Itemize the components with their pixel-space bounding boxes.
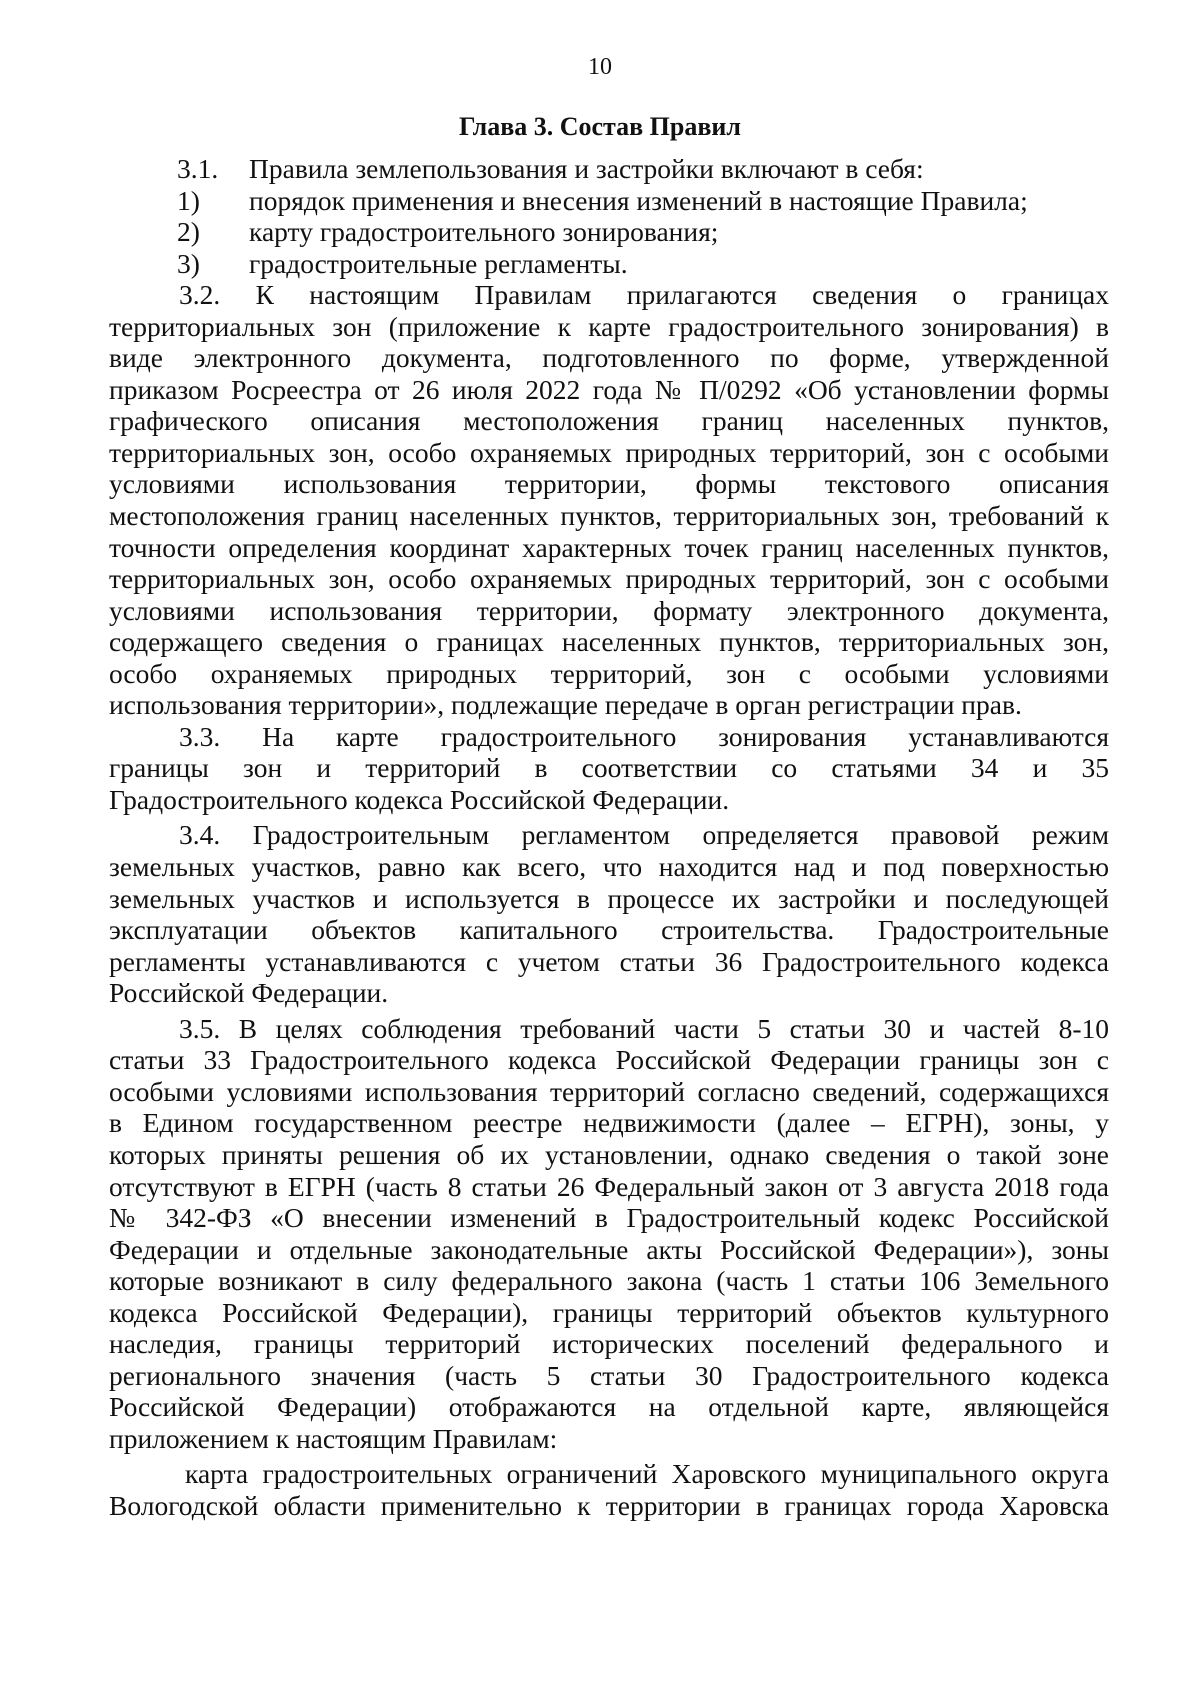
text-line: особо охраняемых природных территорий, зон с особыми условиями xyxy=(109,657,1109,689)
text-line: территориальных зон, особо охраняемых природных территорий, зон с особыми xyxy=(109,563,1109,595)
text-line: местоположения границ населенных пунктов, территориальных зон, требований к xyxy=(109,500,1109,532)
list-item xyxy=(109,216,1109,248)
text-line: приказом Росреестра от 26 июля 2022 года № П/0292 «Об установлении формы xyxy=(109,373,1109,405)
clause-3-1 xyxy=(109,153,1109,185)
text-line: виде электронного документа, подготовленного по форме, утвержденной xyxy=(109,342,1109,374)
clause-text: Правила землепользования и застройки включают в себя: xyxy=(249,153,924,184)
text-line: регламенты устанавливаются с учетом статьи 36 Градостроительного кодекса xyxy=(109,945,1109,977)
text-line: которые возникают в силу федерального закона (часть 1 статьи 106 Земельного xyxy=(109,1265,1109,1297)
text-line: 3.2. К настоящим Правилам прилагаются сведения о границах xyxy=(179,279,1109,311)
list-item xyxy=(109,185,1109,217)
list-item xyxy=(109,248,1109,280)
text-line: земельных участков и используется в процессе их застройки и последующей xyxy=(109,882,1109,914)
list-item-number: 1) xyxy=(177,184,200,216)
text-line: Градостроительного кодекса Российской Федерации. xyxy=(109,783,730,815)
text-line: 3.4. Градостроительным регламентом определяется правовой режим xyxy=(179,819,1109,851)
list-item-number: 3) xyxy=(177,247,200,279)
text-line: границы зон и территорий в соответствии со статьями 34 и 35 xyxy=(109,752,1109,784)
clause-number: 3.1. xyxy=(177,153,219,184)
text-line: приложением к настоящим Правилам: xyxy=(109,1422,558,1454)
text-line: эксплуатации объектов капитального строительства. Градостроительные xyxy=(109,914,1109,946)
text-line: регионального значения (часть 5 статьи 30 Градостроительного кодекса xyxy=(109,1359,1109,1391)
text-line: кодекса Российской Федерации), границы территорий объектов культурного xyxy=(109,1296,1109,1328)
clause-3-2 xyxy=(109,279,1109,721)
document-body xyxy=(109,153,1109,1522)
clause-3-5 xyxy=(109,1013,1109,1455)
text-line: № 342-ФЗ «О внесении изменений в Градостроительный кодекс Российской xyxy=(109,1202,1109,1234)
text-line: Российской Федерации. xyxy=(109,977,389,1009)
text-line: условиями использования территории, формы текстового описания xyxy=(109,468,1109,500)
text-line: которых приняты решения об их установлении, однако сведения о такой зоне xyxy=(109,1138,1109,1170)
text-line: территориальных зон, особо охраняемых природных территорий, зон с особыми xyxy=(109,436,1109,468)
text-line: территориальных зон (приложение к карте градостроительного зонирования) в xyxy=(109,310,1109,342)
clause-3-4 xyxy=(109,819,1109,1008)
map-reference xyxy=(109,1458,1109,1521)
text-line: Вологодской области применительно к территории в границах города Харовска xyxy=(109,1489,1109,1521)
text-line: особыми условиями использования территорий согласно сведений, содержащихся xyxy=(109,1075,1109,1107)
text-line: графического описания местоположения границ населенных пунктов, xyxy=(109,405,1109,437)
text-line: 3.5. В целях соблюдения требований части 5 статьи 30 и частей 8-10 xyxy=(179,1012,1109,1044)
text-line: статьи 33 Градостроительного кодекса Российской Федерации границы зон с xyxy=(109,1044,1109,1076)
text-line: Федерации и отдельные законодательные акты Российской Федерации»), зоны xyxy=(109,1233,1109,1265)
text-line: наследия, границы территорий исторических поселений федерального и xyxy=(109,1328,1109,1360)
chapter-title: Глава 3. Состав Правил xyxy=(459,112,741,141)
text-line: земельных участков, равно как всего, что находится над и под поверхностью xyxy=(109,851,1109,883)
list-item-number: 2) xyxy=(177,216,200,248)
text-line: использования территории», подлежащие передаче в орган регистрации прав. xyxy=(109,689,1022,721)
text-line: в Едином государственном реестре недвижимости (далее – ЕГРН), зоны, у xyxy=(109,1107,1109,1139)
list-item-text: порядок применения и внесения изменений в настоящие Правила; xyxy=(249,184,1028,216)
text-line: точности определения координат характерных точек границ населенных пунктов, xyxy=(109,531,1109,563)
text-line: Российской Федерации) отображаются на отдельной карте, являющейся xyxy=(109,1391,1109,1423)
text-line: условиями использования территории, формату электронного документа, xyxy=(109,594,1109,626)
text-line: 3.3. На карте градостроительного зонирования устанавливаются xyxy=(179,720,1109,752)
text-line: карта градостроительных ограничений Харовского муниципального округа xyxy=(185,1458,1109,1490)
page-number: 10 xyxy=(588,54,612,80)
list-item-text: градостроительные регламенты. xyxy=(249,247,628,279)
text-line: содержащего сведения о границах населенных пунктов, территориальных зон, xyxy=(109,626,1109,658)
list-item-text: карту градостроительного зонирования; xyxy=(249,216,719,248)
clause-3-3 xyxy=(109,721,1109,816)
text-line: отсутствуют в ЕГРН (часть 8 статьи 26 Федеральный закон от 3 августа 2018 года xyxy=(109,1170,1109,1202)
